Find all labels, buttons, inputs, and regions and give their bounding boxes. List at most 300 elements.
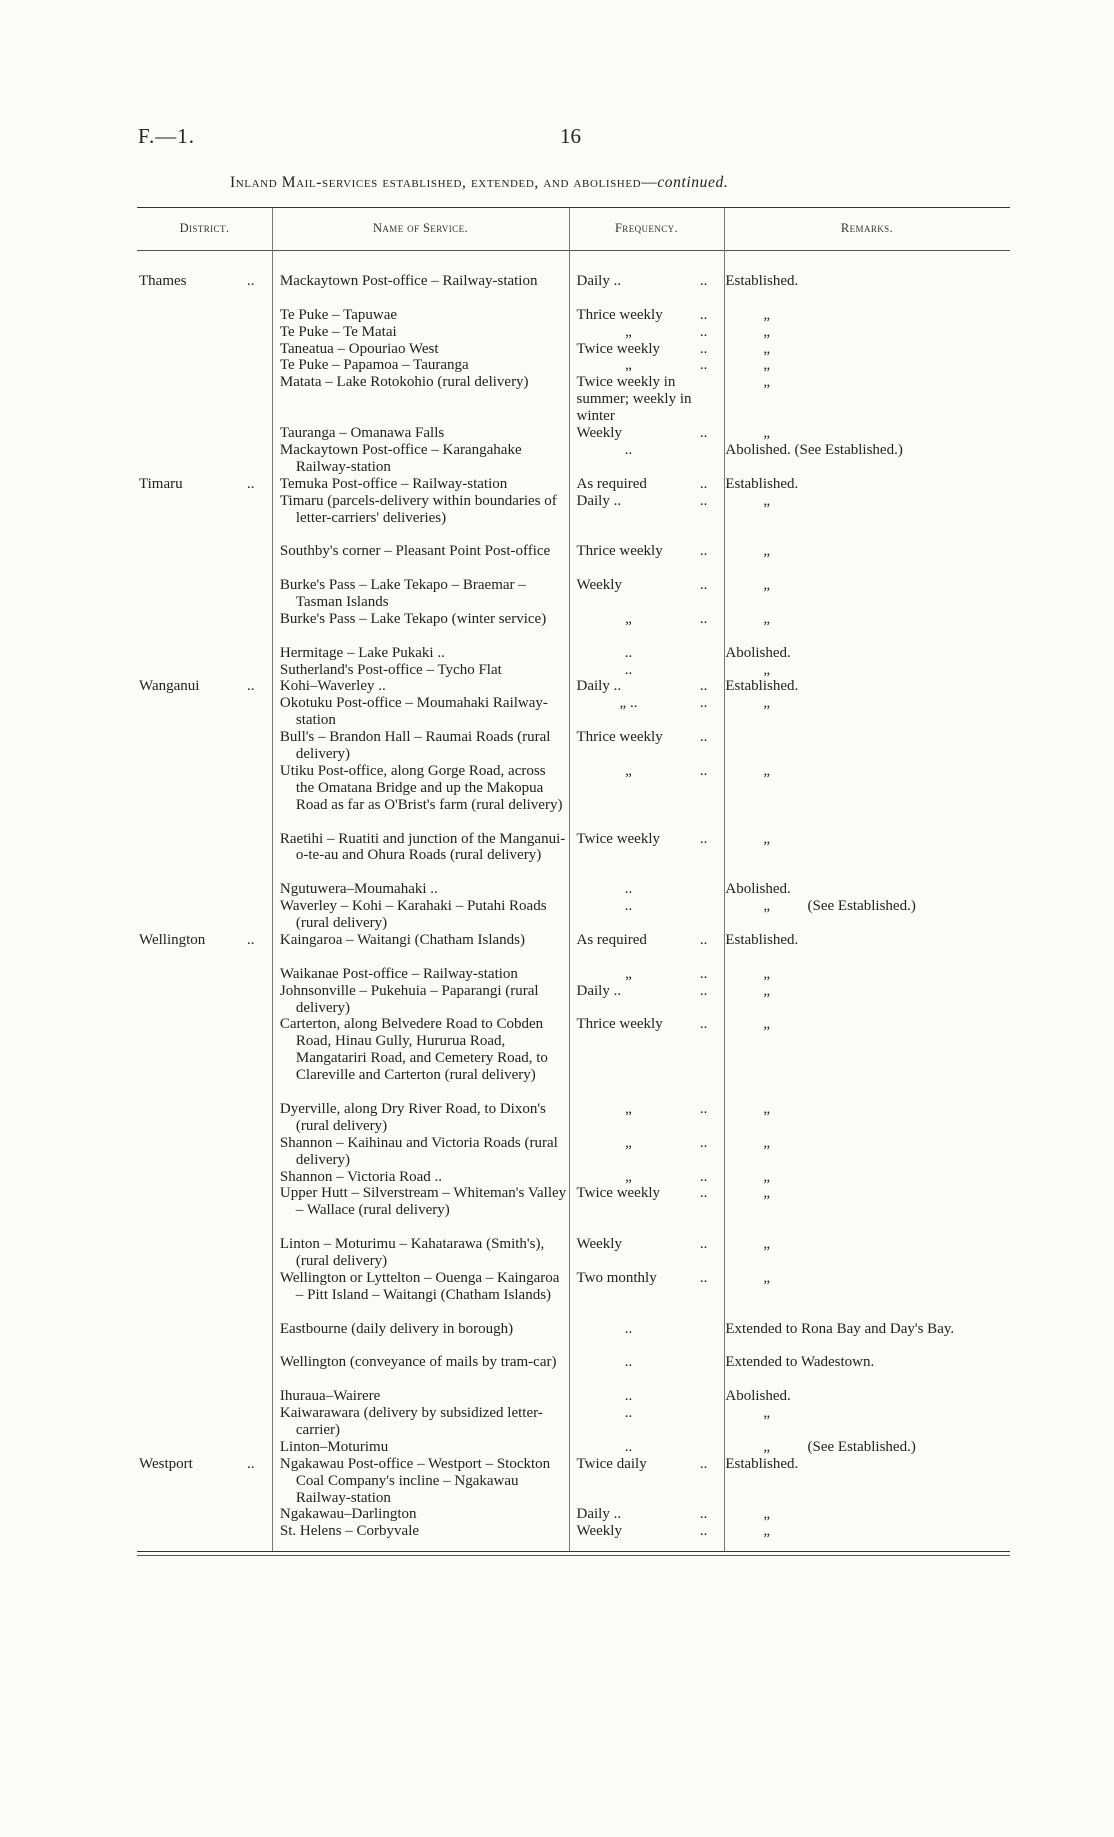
remark-value: Established. bbox=[725, 273, 799, 289]
district-cell bbox=[137, 307, 272, 324]
remark-value: „ bbox=[763, 374, 771, 391]
frequency-cell bbox=[567, 898, 716, 915]
remarks-cell bbox=[715, 831, 1010, 848]
frequency-cell bbox=[567, 1439, 716, 1456]
service-name: Burke's Pass – Lake Tekapo – Braemar – Tasman Islands bbox=[279, 577, 526, 611]
page-reference: F.—1. bbox=[138, 124, 195, 148]
leader-dots: .. bbox=[699, 1506, 708, 1523]
frequency-value: Thrice weekly bbox=[576, 306, 663, 323]
leader-dots: .. bbox=[699, 543, 708, 560]
table-row bbox=[137, 357, 1010, 374]
remarks-cell bbox=[715, 1270, 1010, 1287]
service-name: Linton–Moturimu bbox=[279, 1438, 389, 1455]
frequency-value: Daily .. bbox=[576, 678, 622, 695]
frequency-value: Daily .. bbox=[576, 982, 622, 999]
table-row bbox=[137, 611, 1010, 645]
service-name-cell bbox=[272, 881, 567, 898]
frequency-value: .. bbox=[624, 1354, 633, 1371]
column-header-name: Name of Service. bbox=[372, 221, 469, 235]
district-cell bbox=[137, 1456, 272, 1473]
service-name: Raetihi – Ruatiti and junction of the Manganui-o-te-au and Ohura Roads (rural delivery) bbox=[279, 830, 566, 864]
frequency-value: Daily .. bbox=[576, 273, 622, 289]
remarks-cell bbox=[715, 1101, 1010, 1118]
remarks-cell bbox=[715, 763, 1010, 780]
mail-services-table bbox=[137, 273, 1010, 1540]
column-header-remarks: Remarks. bbox=[840, 221, 894, 235]
frequency-cell bbox=[567, 493, 716, 510]
remark-value: „ bbox=[763, 1405, 771, 1422]
frequency-value: Thrice weekly bbox=[576, 1016, 663, 1033]
frequency-cell bbox=[567, 1523, 716, 1540]
table-row bbox=[137, 1236, 1010, 1270]
remark-value: „ bbox=[763, 610, 771, 627]
table-row bbox=[137, 476, 1010, 493]
service-name-cell bbox=[272, 273, 567, 290]
frequency-value: Twice daily bbox=[576, 1455, 647, 1472]
remarks-cell bbox=[715, 1523, 1010, 1540]
frequency-cell bbox=[567, 831, 716, 848]
frequency-cell bbox=[567, 763, 716, 780]
header-rule bbox=[137, 250, 1010, 251]
table-row bbox=[137, 763, 1010, 831]
district-cell bbox=[137, 1135, 272, 1152]
leader-dots: .. bbox=[699, 830, 708, 847]
table-row bbox=[137, 1388, 1010, 1405]
frequency-cell bbox=[567, 577, 716, 594]
leader-dots: .. bbox=[699, 729, 708, 746]
frequency-cell bbox=[567, 645, 716, 662]
frequency-cell bbox=[567, 1354, 716, 1371]
district-cell bbox=[137, 1354, 272, 1371]
frequency-cell bbox=[567, 357, 716, 374]
frequency-value: „ bbox=[625, 1100, 632, 1117]
table-row bbox=[137, 1405, 1010, 1439]
frequency-value: .. bbox=[624, 661, 633, 678]
remarks-cell bbox=[715, 577, 1010, 594]
service-name: Tauranga – Omanawa Falls bbox=[279, 425, 445, 442]
frequency-value: Daily .. bbox=[576, 1506, 622, 1523]
table-row bbox=[137, 425, 1010, 442]
caption-text: Inland Mail-services established, extended, and abolished— bbox=[230, 174, 658, 191]
district-cell bbox=[137, 1236, 272, 1253]
remark-value: Abolished. (See Established.) bbox=[725, 441, 903, 458]
table-row bbox=[137, 543, 1010, 577]
district-cell bbox=[137, 543, 272, 560]
service-name-cell bbox=[272, 1439, 567, 1456]
leader-dots: .. bbox=[699, 1134, 708, 1151]
service-name: Taneatua – Opouriao West bbox=[279, 340, 439, 357]
table-row bbox=[137, 1135, 1010, 1169]
service-name: Kaiwarawara (delivery by subsidized letter-carrier) bbox=[279, 1405, 543, 1438]
service-name: Wellington or Lyttelton – Ouenga – Kaingaroa – Pitt Island – Waitangi (Chatham Islands) bbox=[279, 1269, 560, 1303]
remarks-cell bbox=[715, 645, 1010, 662]
table-row bbox=[137, 983, 1010, 1017]
district-cell bbox=[137, 898, 272, 915]
district-cell bbox=[137, 763, 272, 780]
leader-dots: .. bbox=[699, 475, 708, 492]
district-name: Thames bbox=[139, 273, 187, 289]
leader-dots: .. bbox=[699, 1185, 708, 1202]
table-caption bbox=[230, 174, 930, 192]
leader-dots: .. bbox=[699, 1523, 708, 1540]
service-name: Carterton, along Belvedere Road to Cobden Road, Hinau Gully, Hururua Road, Mangatariri Road, and Cemetery Road, to Clareville and Carterton (rural delivery) bbox=[279, 1016, 548, 1084]
district-cell bbox=[137, 611, 272, 628]
remark-value: „ bbox=[763, 1016, 771, 1033]
district-cell bbox=[137, 324, 272, 341]
leader-dots: .. bbox=[247, 1455, 255, 1472]
remark-value: Established. bbox=[725, 678, 799, 695]
table-row bbox=[137, 577, 1010, 611]
table-row bbox=[137, 1456, 1010, 1507]
service-name-cell bbox=[272, 324, 567, 341]
service-name-cell bbox=[272, 1354, 567, 1371]
frequency-value: .. bbox=[624, 1320, 633, 1337]
frequency-cell bbox=[567, 1388, 716, 1405]
remark-value: „ bbox=[763, 425, 771, 442]
remark-value: „ bbox=[763, 695, 771, 712]
remarks-cell bbox=[715, 611, 1010, 628]
remarks-cell bbox=[715, 881, 1010, 898]
table-row bbox=[137, 1169, 1010, 1186]
table-row bbox=[137, 307, 1010, 324]
column-header-district: District. bbox=[179, 221, 230, 235]
remarks-cell bbox=[715, 476, 1010, 493]
service-name: Temuka Post-office – Railway-station bbox=[279, 475, 508, 492]
frequency-cell bbox=[567, 611, 716, 628]
service-name: Te Puke – Te Matai bbox=[279, 323, 397, 340]
remarks-cell bbox=[715, 543, 1010, 560]
service-name-cell bbox=[272, 678, 567, 695]
remark-value: „ bbox=[763, 577, 771, 594]
remarks-cell bbox=[715, 1506, 1010, 1523]
district-cell bbox=[137, 662, 272, 679]
remark-value: „ bbox=[763, 1236, 771, 1253]
leader-dots: .. bbox=[699, 931, 708, 948]
remark-value: „ bbox=[763, 543, 771, 560]
remarks-cell bbox=[715, 1439, 1010, 1456]
district-cell bbox=[137, 493, 272, 510]
table-row bbox=[137, 324, 1010, 341]
service-name: Eastbourne (daily delivery in borough) bbox=[279, 1320, 514, 1337]
service-name: Sutherland's Post-office – Tycho Flat bbox=[279, 661, 502, 678]
service-name-cell bbox=[272, 1236, 567, 1270]
frequency-cell bbox=[567, 1135, 716, 1152]
frequency-cell bbox=[567, 543, 716, 560]
service-name-cell bbox=[272, 763, 567, 814]
frequency-cell bbox=[567, 442, 716, 459]
frequency-cell bbox=[567, 1456, 716, 1473]
service-name: Waverley – Kohi – Karahaki – Putahi Roads (rural delivery) bbox=[279, 898, 547, 932]
service-name: Linton – Moturimu – Kahatarawa (Smith's), (rural delivery) bbox=[279, 1236, 545, 1269]
remarks-cell bbox=[715, 1456, 1010, 1473]
district-cell bbox=[137, 442, 272, 459]
remarks-cell bbox=[715, 932, 1010, 949]
remark-value: Abolished. bbox=[725, 881, 791, 898]
district-name: Wanganui bbox=[139, 678, 200, 695]
service-name-cell bbox=[272, 932, 567, 949]
frequency-value: Twice weekly in summer; weekly in winter bbox=[576, 374, 692, 425]
frequency-value: .. bbox=[624, 644, 633, 661]
frequency-cell bbox=[567, 476, 716, 493]
table-row bbox=[137, 1354, 1010, 1388]
frequency-value: .. bbox=[624, 881, 633, 898]
remark-value: „ bbox=[763, 1185, 771, 1202]
remarks-cell bbox=[715, 357, 1010, 374]
frequency-value: Thrice weekly bbox=[576, 543, 663, 560]
frequency-cell bbox=[567, 983, 716, 1000]
leader-dots: .. bbox=[699, 1236, 708, 1253]
remark-value: „ bbox=[763, 1168, 771, 1185]
service-name: Shannon – Kaihinau and Victoria Roads (rural delivery) bbox=[279, 1134, 558, 1168]
table-bottom-rule bbox=[137, 1551, 1010, 1552]
table-row bbox=[137, 273, 1010, 307]
remark-value: „ bbox=[763, 323, 771, 340]
leader-dots: .. bbox=[699, 762, 708, 779]
district-cell bbox=[137, 729, 272, 746]
service-name-cell bbox=[272, 543, 567, 560]
frequency-value: Twice weekly bbox=[576, 1185, 661, 1202]
service-name: Mackaytown Post-office – Railway-station bbox=[279, 273, 538, 289]
service-name-cell bbox=[272, 1169, 567, 1186]
district-cell bbox=[137, 1321, 272, 1338]
leader-dots: .. bbox=[699, 323, 708, 340]
leader-dots: .. bbox=[699, 357, 708, 374]
table-row bbox=[137, 881, 1010, 898]
frequency-cell bbox=[567, 662, 716, 679]
frequency-value: Weekly bbox=[576, 577, 622, 594]
leader-dots: .. bbox=[699, 577, 708, 594]
leader-dots: .. bbox=[247, 273, 255, 289]
remark-value: Abolished. bbox=[725, 644, 791, 661]
district-cell bbox=[137, 425, 272, 442]
frequency-cell bbox=[567, 1169, 716, 1186]
remarks-cell bbox=[715, 695, 1010, 712]
district-cell bbox=[137, 881, 272, 898]
table-row bbox=[137, 898, 1010, 932]
district-cell bbox=[137, 577, 272, 594]
frequency-value: „ bbox=[625, 323, 632, 340]
remarks-cell bbox=[715, 1135, 1010, 1152]
service-name: Waikanae Post-office – Railway-station bbox=[279, 965, 518, 982]
leader-dots: .. bbox=[699, 610, 708, 627]
service-name: Kaingaroa – Waitangi (Chatham Islands) bbox=[279, 931, 526, 948]
frequency-value: „ .. bbox=[619, 695, 638, 712]
frequency-value: „ bbox=[625, 610, 632, 627]
service-name: St. Helens – Corbyvale bbox=[279, 1523, 420, 1540]
remarks-cell bbox=[715, 273, 1010, 290]
remarks-cell bbox=[715, 983, 1010, 1000]
frequency-cell bbox=[567, 729, 716, 746]
table-row bbox=[137, 1506, 1010, 1523]
remark-value: „ (See Established.) bbox=[763, 898, 916, 915]
remark-value: „ bbox=[763, 357, 771, 374]
frequency-cell bbox=[567, 307, 716, 324]
frequency-cell bbox=[567, 1506, 716, 1523]
remarks-cell bbox=[715, 1354, 1010, 1371]
district-cell bbox=[137, 695, 272, 712]
page-number: 16 bbox=[560, 124, 581, 148]
service-name-cell bbox=[272, 442, 567, 476]
table-row bbox=[137, 645, 1010, 662]
remark-value: „ bbox=[763, 661, 771, 678]
frequency-value: „ bbox=[625, 762, 632, 779]
leader-dots: .. bbox=[699, 695, 708, 712]
district-cell bbox=[137, 932, 272, 949]
service-name: Te Puke – Papamoa – Tauranga bbox=[279, 357, 469, 374]
remark-value: „ bbox=[763, 1506, 771, 1523]
leader-dots: .. bbox=[247, 931, 255, 948]
remark-value: „ bbox=[763, 762, 771, 779]
service-name-cell bbox=[272, 493, 567, 527]
frequency-value: Twice weekly bbox=[576, 340, 661, 357]
service-name: Matata – Lake Rotokohio (rural delivery) bbox=[279, 374, 529, 391]
service-name-cell bbox=[272, 662, 567, 679]
frequency-value: Thrice weekly bbox=[576, 729, 663, 746]
leader-dots: .. bbox=[699, 306, 708, 323]
service-name-cell bbox=[272, 729, 567, 763]
table-row bbox=[137, 695, 1010, 729]
frequency-cell bbox=[567, 425, 716, 442]
frequency-value: .. bbox=[624, 898, 633, 915]
remarks-cell bbox=[715, 374, 1010, 391]
service-name: Ihuraua–Wairere bbox=[279, 1388, 381, 1405]
service-name: Upper Hutt – Silverstream – Whiteman's Valley – Wallace (rural delivery) bbox=[279, 1185, 567, 1219]
remarks-cell bbox=[715, 1236, 1010, 1253]
leader-dots: .. bbox=[699, 1168, 708, 1185]
district-cell bbox=[137, 1185, 272, 1202]
remarks-cell bbox=[715, 678, 1010, 695]
service-name-cell bbox=[272, 425, 567, 442]
service-name: Ngakawau Post-office – Westport – Stockton Coal Company's incline – Ngakawau Railway-station bbox=[279, 1455, 551, 1506]
district-cell bbox=[137, 1523, 272, 1540]
service-name: Kohi–Waverley .. bbox=[279, 678, 386, 695]
district-cell bbox=[137, 476, 272, 493]
service-name-cell bbox=[272, 1523, 567, 1540]
remark-value: Established. bbox=[725, 475, 799, 492]
frequency-cell bbox=[567, 695, 716, 712]
service-name-cell bbox=[272, 1016, 567, 1084]
service-name-cell bbox=[272, 983, 567, 1017]
table-row bbox=[137, 1185, 1010, 1236]
leader-dots: .. bbox=[699, 965, 708, 982]
remarks-cell bbox=[715, 493, 1010, 510]
remarks-cell bbox=[715, 1321, 1010, 1338]
frequency-value: .. bbox=[624, 1405, 633, 1422]
frequency-value: .. bbox=[624, 1388, 633, 1405]
frequency-cell bbox=[567, 1016, 716, 1033]
district-name: Wellington bbox=[139, 931, 206, 948]
remarks-cell bbox=[715, 425, 1010, 442]
frequency-cell bbox=[567, 1321, 716, 1338]
remark-value: „ bbox=[763, 1100, 771, 1117]
service-name-cell bbox=[272, 1405, 567, 1439]
service-name: Bull's – Brandon Hall – Raumai Roads (rural delivery) bbox=[279, 729, 551, 763]
service-name: Southby's corner – Pleasant Point Post-office bbox=[279, 543, 551, 560]
district-cell bbox=[137, 357, 272, 374]
remark-value: Extended to Wadestown. bbox=[725, 1354, 875, 1371]
service-name: Timaru (parcels-delivery within boundaries of letter-carriers' deliveries) bbox=[279, 492, 557, 526]
table-bottom-rule bbox=[137, 1555, 1010, 1556]
service-name-cell bbox=[272, 1101, 567, 1135]
district-cell bbox=[137, 645, 272, 662]
service-name-cell bbox=[272, 1388, 567, 1405]
leader-dots: .. bbox=[699, 1100, 708, 1117]
service-name: Johnsonville – Pukehuia – Paparangi (rural delivery) bbox=[279, 982, 539, 1016]
frequency-value: „ bbox=[625, 1134, 632, 1151]
district-cell bbox=[137, 1439, 272, 1456]
frequency-cell bbox=[567, 1101, 716, 1118]
district-cell bbox=[137, 273, 272, 290]
district-cell bbox=[137, 341, 272, 358]
caption-continued: continued. bbox=[657, 174, 729, 191]
table-row bbox=[137, 678, 1010, 695]
remark-value: „ bbox=[763, 830, 771, 847]
remark-value: Established. bbox=[725, 1455, 799, 1472]
service-name: Burke's Pass – Lake Tekapo (winter service) bbox=[279, 610, 547, 627]
remark-value: Abolished. bbox=[725, 1388, 791, 1405]
remark-value: „ bbox=[763, 340, 771, 357]
district-cell bbox=[137, 1506, 272, 1523]
remarks-cell bbox=[715, 966, 1010, 983]
district-name: Timaru bbox=[139, 475, 183, 492]
frequency-cell bbox=[567, 1270, 716, 1287]
table-row bbox=[137, 1523, 1010, 1540]
service-name-cell bbox=[272, 341, 567, 358]
remark-value: „ bbox=[763, 1269, 771, 1286]
table-row bbox=[137, 729, 1010, 763]
district-cell bbox=[137, 966, 272, 983]
remark-value: „ bbox=[763, 1134, 771, 1151]
service-name-cell bbox=[272, 1185, 567, 1219]
remarks-cell bbox=[715, 662, 1010, 679]
remarks-cell bbox=[715, 307, 1010, 324]
service-name: Shannon – Victoria Road .. bbox=[279, 1168, 443, 1185]
frequency-value: „ bbox=[625, 1168, 632, 1185]
service-name-cell bbox=[272, 1506, 567, 1523]
service-name-cell bbox=[272, 1456, 567, 1507]
service-name-cell bbox=[272, 307, 567, 324]
table-row bbox=[137, 1101, 1010, 1135]
leader-dots: .. bbox=[699, 1455, 708, 1472]
service-name-cell bbox=[272, 611, 567, 628]
service-name-cell bbox=[272, 645, 567, 662]
frequency-cell bbox=[567, 1405, 716, 1422]
service-name-cell bbox=[272, 1135, 567, 1169]
frequency-value: Weekly bbox=[576, 1523, 622, 1540]
remark-value: „ bbox=[763, 492, 771, 509]
remarks-cell bbox=[715, 1169, 1010, 1186]
table-row bbox=[137, 831, 1010, 882]
remarks-cell bbox=[715, 1405, 1010, 1422]
table-row bbox=[137, 341, 1010, 358]
frequency-cell bbox=[567, 1185, 716, 1202]
table-row bbox=[137, 1270, 1010, 1321]
leader-dots: .. bbox=[699, 1016, 708, 1033]
district-cell bbox=[137, 1270, 272, 1287]
service-name: Dyerville, along Dry River Road, to Dixon's (rural delivery) bbox=[279, 1100, 546, 1134]
frequency-cell bbox=[567, 966, 716, 983]
remark-value: „ bbox=[763, 1523, 771, 1540]
frequency-value: As required bbox=[576, 931, 647, 948]
leader-dots: .. bbox=[699, 425, 708, 442]
remark-value: „ bbox=[763, 982, 771, 999]
remarks-cell bbox=[715, 1016, 1010, 1033]
service-name: Hermitage – Lake Pukaki .. bbox=[279, 644, 445, 661]
table-top-rule bbox=[137, 207, 1010, 208]
district-cell bbox=[137, 1016, 272, 1033]
district-cell bbox=[137, 1169, 272, 1186]
table-row bbox=[137, 374, 1010, 425]
